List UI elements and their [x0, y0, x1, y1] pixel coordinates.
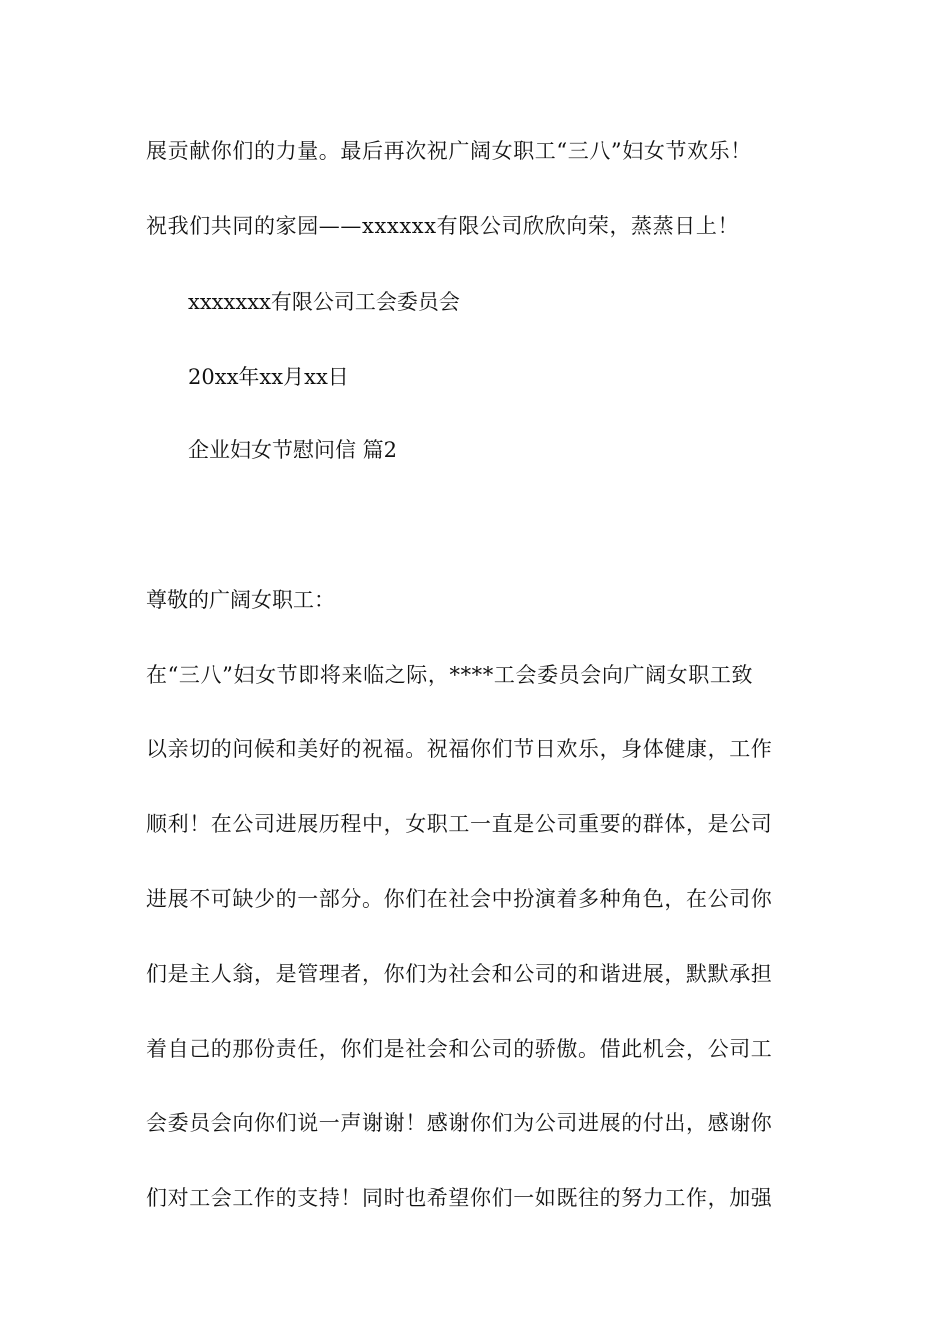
paragraph-line: 进展不可缺少的一部分。你们在社会中扮演着多种角色，在公司你: [146, 887, 773, 911]
paragraph-line: 会委员会向你们说一声谢谢！感谢你们为公司进展的付出，感谢你: [146, 1111, 773, 1135]
section-heading: 企业妇女节慰问信 篇2: [188, 438, 398, 462]
paragraph-line: 在“三八”妇女节即将来临之际，****工会委员会向广阔女职工致: [146, 663, 754, 687]
paragraph-line: 祝我们共同的家园——xxxxxx有限公司欣欣向荣，蒸蒸日上！: [146, 214, 740, 238]
paragraph-line: 顺利！在公司进展历程中，女职工一直是公司重要的群体，是公司: [146, 812, 773, 836]
paragraph-line: 们对工会工作的支持！同时也希望你们一如既往的努力工作，加强: [146, 1186, 773, 1210]
paragraph-line: 以亲切的问候和美好的祝福。祝福你们节日欢乐，身体健康，工作: [146, 737, 773, 761]
signature-organization: xxxxxxx有限公司工会委员会: [188, 290, 460, 314]
letter-salutation: 尊敬的广阔女职工：: [146, 588, 335, 612]
paragraph-line: 着自己的那份责任，你们是社会和公司的骄傲。借此机会，公司工: [146, 1037, 773, 1061]
paragraph-line: 们是主人翁，是管理者，你们为社会和公司的和谐进展，默默承担: [146, 962, 773, 986]
paragraph-line: 展贡献你们的力量。最后再次祝广阔女职工“三八”妇女节欢乐！: [146, 139, 752, 163]
signature-date: 20xx年xx月xx日: [188, 365, 349, 389]
